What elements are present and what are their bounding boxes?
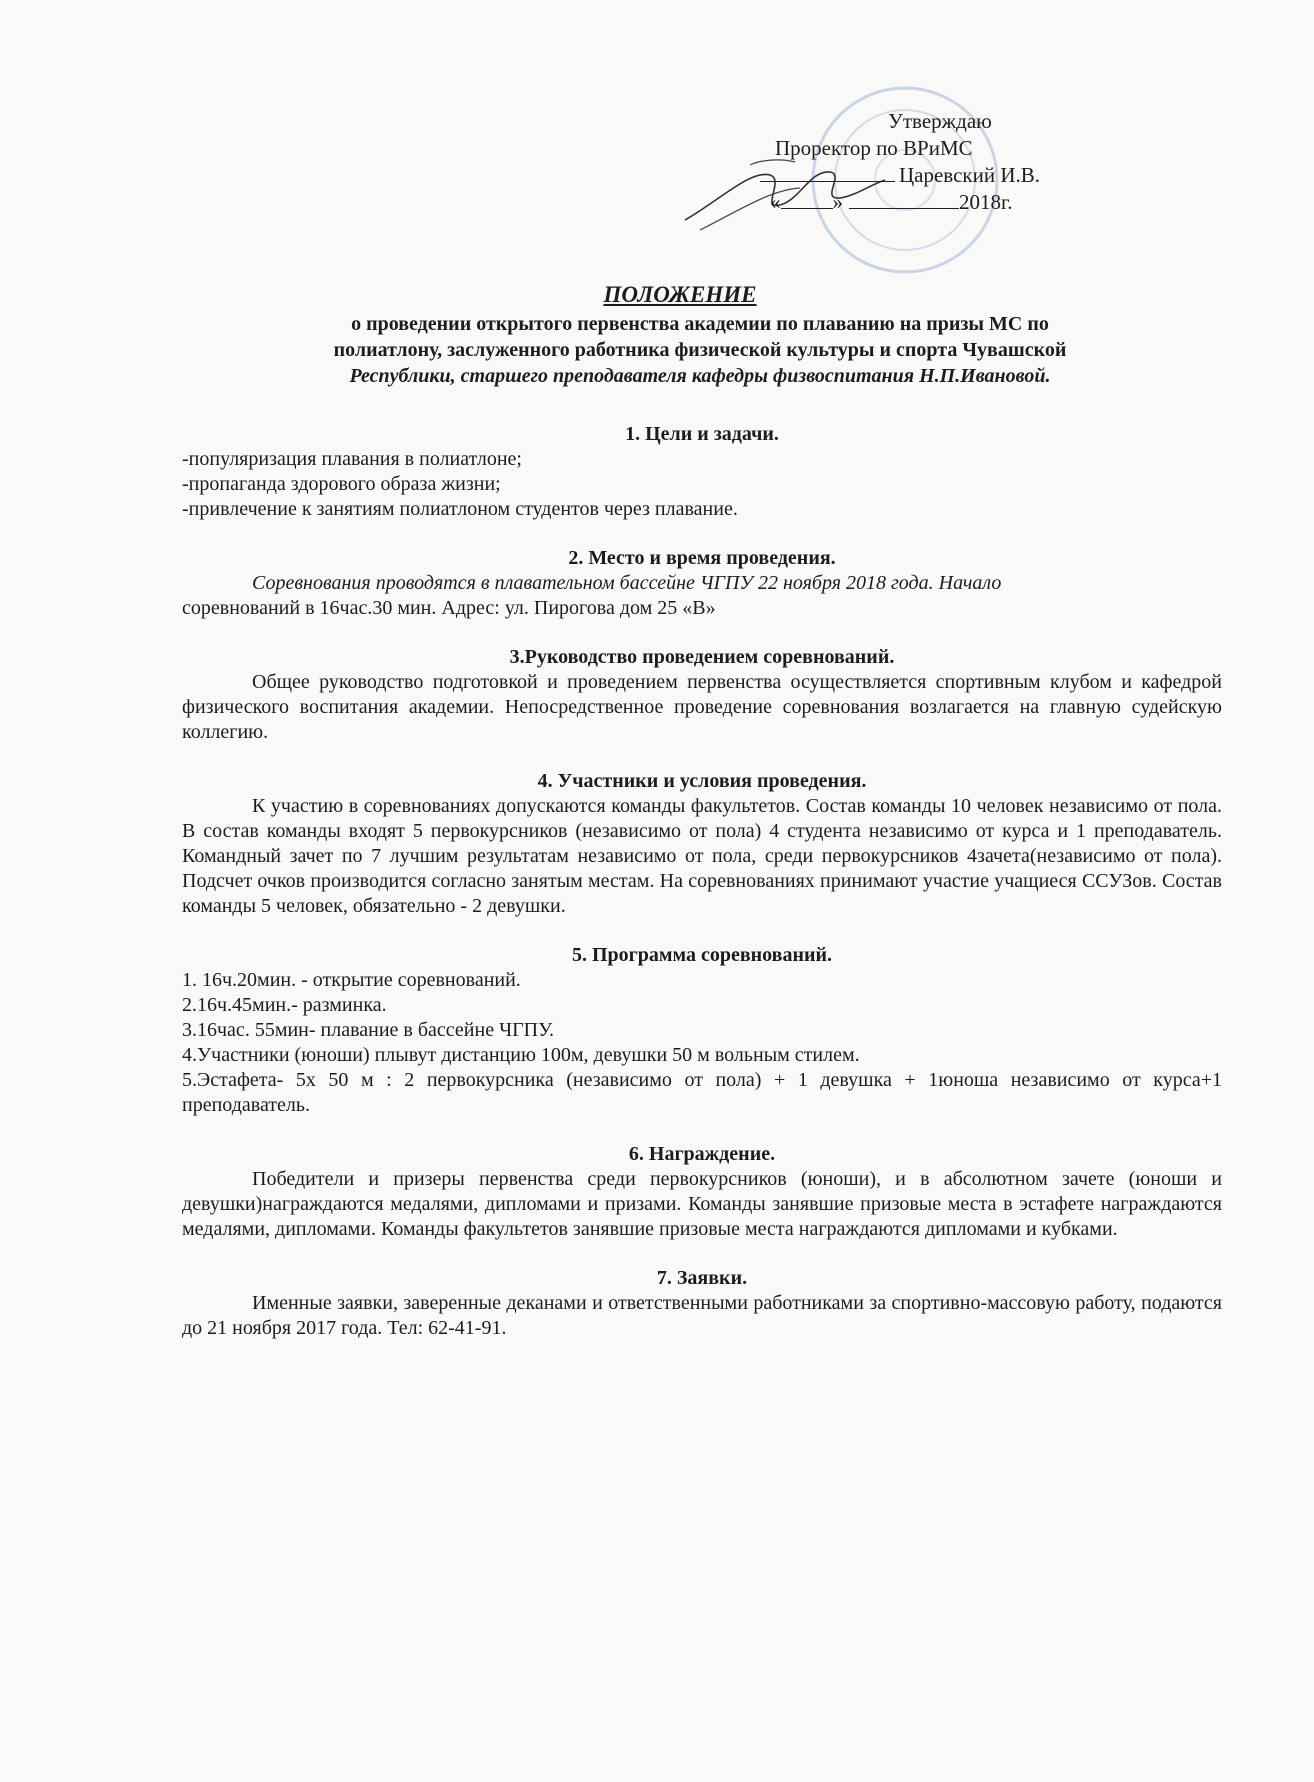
section-heading-goals: 1. Цели и задачи. — [625, 423, 779, 445]
approval-block — [760, 108, 1080, 216]
program-item: 4.Участники (юноши) плывут дистанцию 100м, девушки 50 м вольным стилем. — [182, 1044, 860, 1066]
goal-item: -привлечение к занятиям полиатлоном студентов через плавание. — [182, 498, 738, 520]
document-subtitle — [200, 311, 1200, 389]
date-open-quote: « — [770, 190, 781, 214]
place-text: соревнований в 16час.30 мин. Адрес: ул. Пирогова дом 25 «В» — [182, 597, 716, 619]
subtitle-line-2: полиатлону, заслуженного работника физической культуры и спорта Чувашской — [333, 339, 1067, 361]
program-item: 2.16ч.45мин.- разминка. — [182, 994, 387, 1016]
date-close-quote: » — [832, 190, 843, 214]
approval-position: Проректор по ВРиМС — [775, 136, 973, 160]
date-month-blank — [849, 208, 959, 209]
section-heading-management: 3.Руководство проведением соревнований. — [509, 646, 895, 668]
subtitle-line-3: Республики, старшего преподавателя кафедры физвоспитания Н.П.Ивановой. — [349, 365, 1051, 387]
program-item: 5.Эстафета- 5х 50 м : 2 первокурсника (независимо от пола) + 1 девушка + 1юноша независимо от курса+1 преподаватель. — [182, 1069, 1222, 1116]
document-title: ПОЛОЖЕНИЕ — [603, 282, 757, 307]
management-text: Общее руководство подготовкой и проведением первенства осуществляется спортивным клубом и кафедрой физического воспитания академии. Непосредственное проведение соревнования возлагается на главную судейскую коллегию. — [182, 671, 1222, 743]
section-heading-place: 2. Место и время проведения. — [568, 547, 836, 569]
participants-text: К участию в соревнованиях допускаются команды факультетов. Состав команды 10 человек независимо от пола. В состав команды входят 5 первокурсников (независимо от пола) 4 студента независимо от курса и 1 преподаватель. Командный зачет по 7 лучшим результатам независимо от пола, среди первокурсников 4зачета(независимо от пола). Подсчет очков производится согласно занятым местам. На соревнованиях принимают участие учащиеся ССУЗов. Состав команды 5 человек, обязательно - 2 девушки. — [182, 795, 1222, 917]
approval-signature-line — [760, 162, 1080, 189]
document-body — [182, 422, 1222, 1341]
section-heading-awards: 6. Награждение. — [628, 1143, 776, 1165]
approval-date-line — [760, 189, 1080, 216]
subtitle-line-1: о проведении открытого первенства академии по плаванию на призы МС по — [351, 313, 1049, 335]
signature-blank — [760, 181, 895, 182]
approval-name: Царевский И.В. — [899, 163, 1041, 187]
goal-item: -популяризация плавания в полиатлоне; — [182, 448, 522, 470]
date-day-blank — [781, 208, 833, 209]
date-year: 2018г. — [959, 190, 1013, 214]
place-text-italic: Соревнования проводятся в плавательном бассейне ЧГПУ 22 ноября 2018 года. Начало — [252, 572, 1002, 594]
awards-text: Победители и призеры первенства среди первокурсников (юноши), и в абсолютном зачете (юноши и девушки)награждаются медалями, дипломами и призами. Команды занявшие призовые места в эстафете награждаются медалями, дипломами. Команды факультетов занявшие призовые места награждаются дипломами и кубками. — [182, 1168, 1222, 1240]
approval-approve: Утверждаю — [888, 109, 992, 133]
section-heading-applications: 7. Заявки. — [656, 1267, 748, 1289]
section-heading-program: 5. Программа соревнований. — [571, 944, 833, 966]
section-heading-participants: 4. Участники и условия проведения. — [537, 770, 867, 792]
applications-text: Именные заявки, заверенные деканами и ответственными работниками за спортивно-массовую работу, подаются до 21 ноября 2017 года. Тел: 62-41-91. — [182, 1292, 1222, 1339]
program-item: 1. 16ч.20мин. - открытие соревнований. — [182, 969, 521, 991]
goal-item: -пропаганда здорового образа жизни; — [182, 473, 501, 495]
program-item: 3.16час. 55мин- плавание в бассейне ЧГПУ. — [182, 1019, 554, 1041]
